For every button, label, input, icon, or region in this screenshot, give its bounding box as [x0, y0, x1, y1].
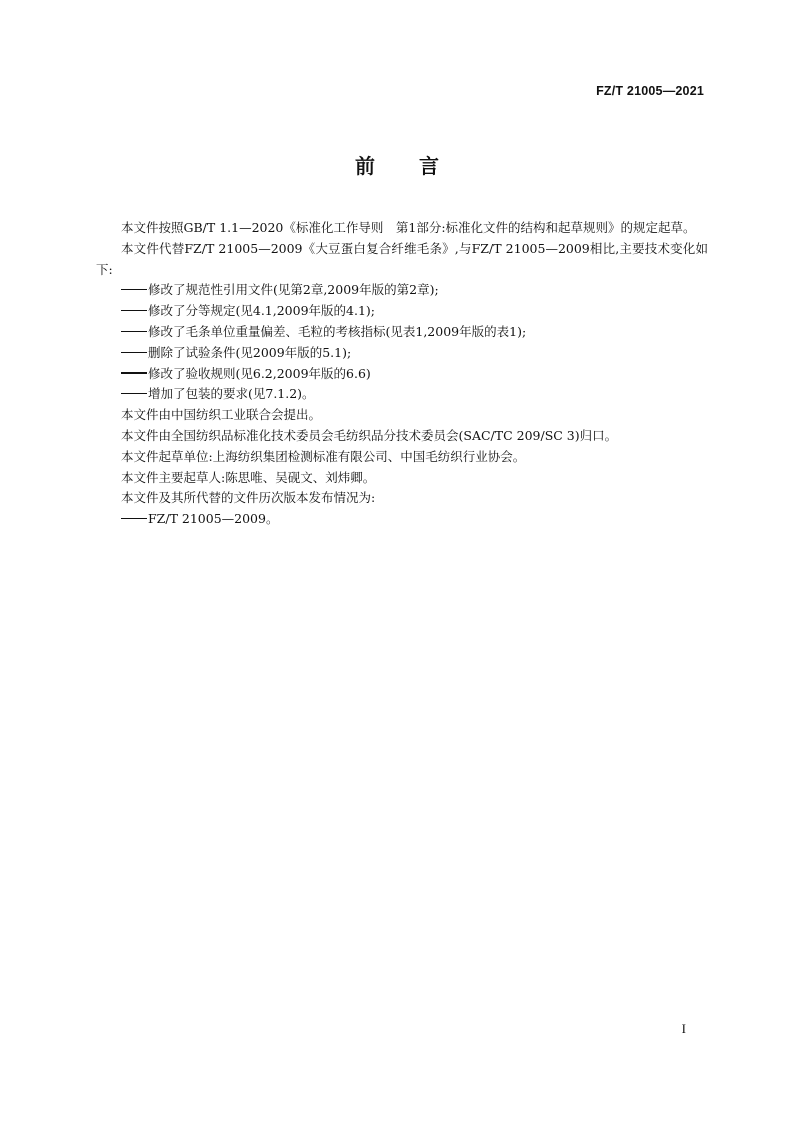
change-item-text: 增加了包装的要求(见7.1.2)。	[148, 386, 315, 402]
dash-mark	[121, 289, 147, 290]
history-item-text: FZ/T 21005—2009。	[148, 511, 279, 527]
dash-mark	[121, 518, 147, 519]
change-item	[96, 343, 708, 364]
change-item	[96, 280, 708, 301]
document-code: FZ/T 21005—2021	[596, 84, 704, 98]
dash-mark	[121, 372, 147, 373]
change-item	[96, 301, 708, 322]
dash-mark	[121, 352, 147, 353]
change-item	[96, 322, 708, 343]
paragraph-proposer: 本文件由中国纺织工业联合会提出。	[121, 407, 322, 423]
paragraph-drafters: 本文件主要起草人:陈思唯、吴砚文、刘炜卿。	[121, 469, 376, 485]
dash-mark	[121, 310, 147, 311]
change-item-text: 修改了验收规则(见6.2,2009年版的6.6)	[148, 365, 371, 381]
page-title: 前言	[355, 154, 483, 178]
change-item	[96, 364, 708, 385]
page-number: I	[681, 1021, 686, 1036]
change-item-text: 修改了规范性引用文件(见第2章,2009年版的第2章);	[148, 282, 439, 298]
paragraph-technical-committee: 本文件由全国纺织品标准化技术委员会毛纺织品分技术委员会(SAC/TC 209/SC 3)归口。	[121, 427, 618, 443]
foreword-content	[96, 218, 708, 530]
change-item-text: 删除了试验条件(见2009年版的5.1);	[148, 344, 352, 360]
change-item	[96, 384, 708, 405]
paragraph-drafting-units: 本文件起草单位:上海纺织集团检测标准有限公司、中国毛纺织行业协会。	[121, 448, 526, 464]
paragraph-replacement: 本文件代替FZ/T 21005—2009《大豆蛋白复合纤维毛条》,与FZ/T 21005—2009相比,主要技术变化如下:	[96, 240, 708, 277]
dash-mark	[121, 393, 147, 394]
paragraph-version-history: 本文件及其所代替的文件历次版本发布情况为:	[121, 490, 376, 506]
dash-mark	[121, 331, 147, 332]
paragraph-drafting-basis: 本文件按照GB/T 1.1—2020《标准化工作导则 第1部分:标准化文件的结构和起草规则》的规定起草。	[121, 220, 696, 235]
change-item-text: 修改了毛条单位重量偏差、毛粒的考核指标(见表1,2009年版的表1);	[148, 323, 527, 339]
history-item	[96, 509, 708, 530]
change-item-text: 修改了分等规定(见4.1,2009年版的4.1);	[148, 303, 376, 319]
